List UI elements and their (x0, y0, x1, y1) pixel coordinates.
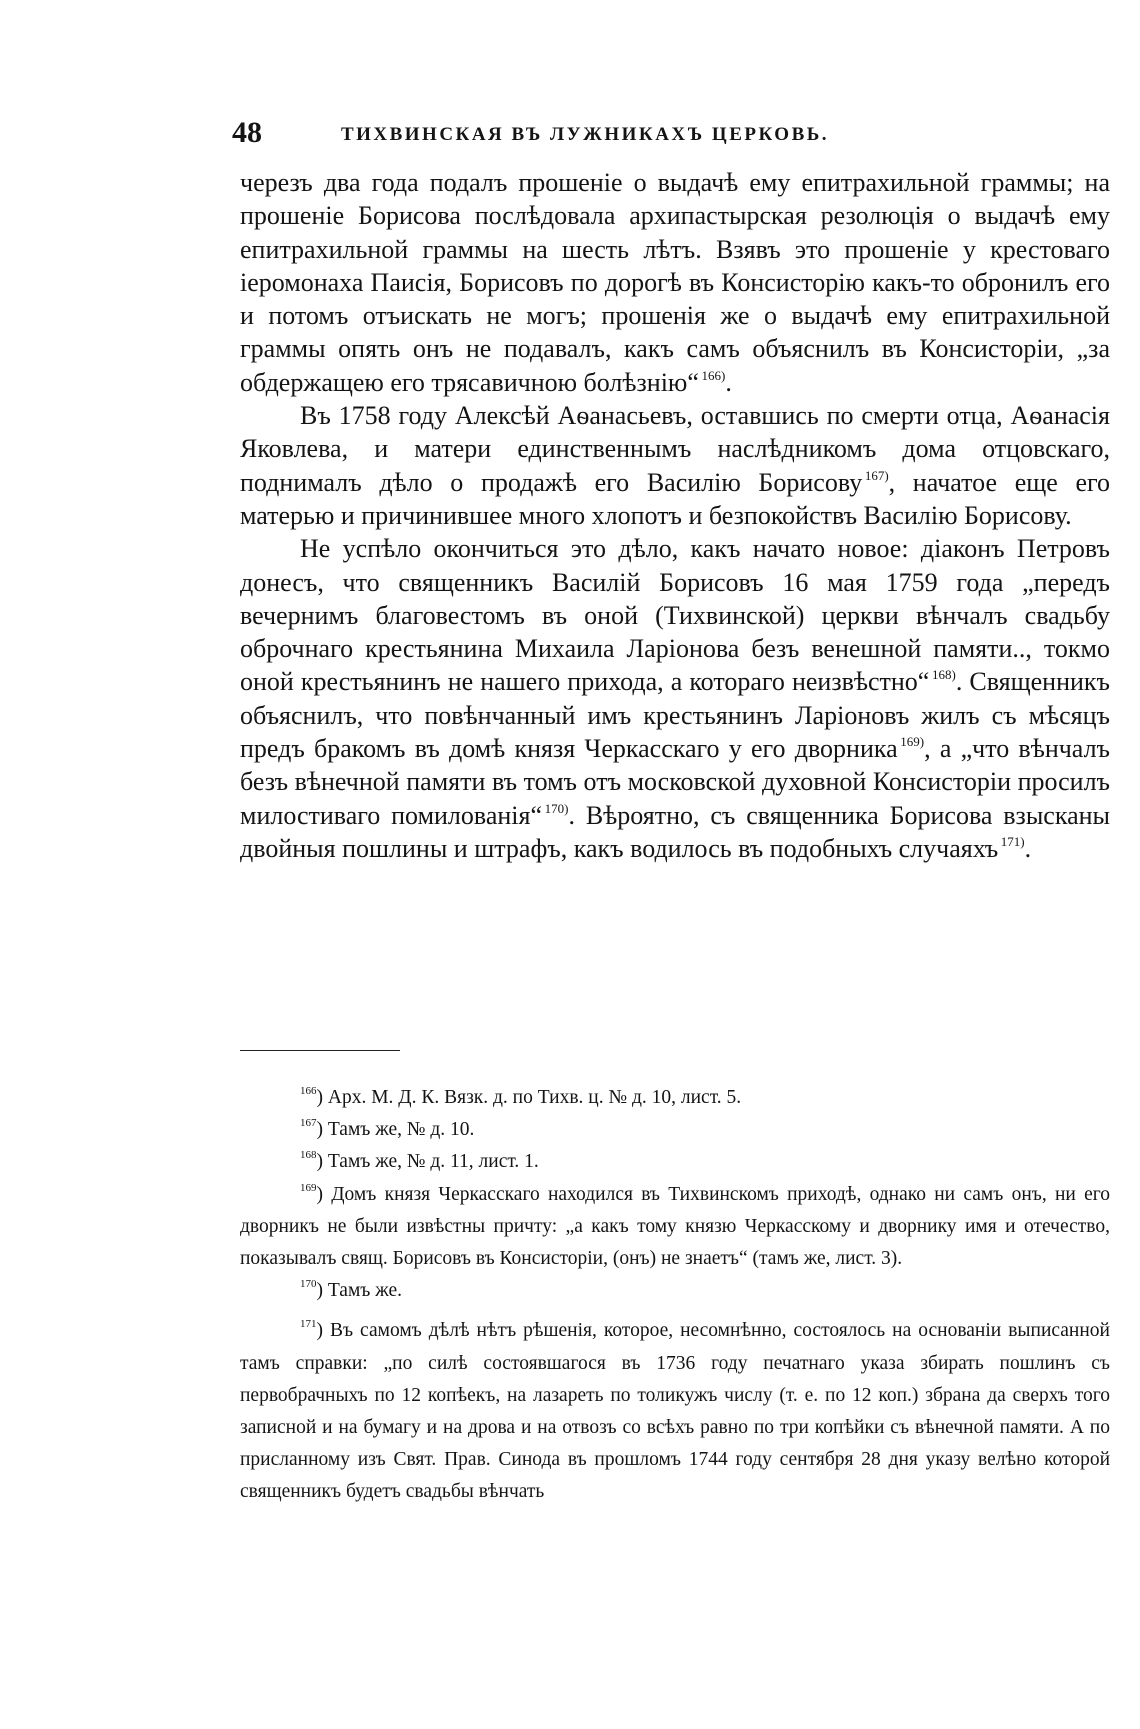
footnote-ref: 166) (701, 367, 726, 383)
paragraph-text: Не успѣло окончиться это дѣло, какъ начато новое: діаконъ Петровъ донесъ, что священникъ Василій Борисовъ 16 мая 1759 года „передъ вечернимъ благовестомъ въ оной (Тихвинской) церкви вѣнчалъ свадьбу оброчнаго крестьянина Михаила Ларіонова безъ венешной памяти.., токмо оной крестьянинъ не нашего прихода, а котораго неизвѣстно“ (240, 534, 1110, 697)
footnote: $^{169}$) Домъ князя Черкасскаго находился въ Тихвинскомъ приходѣ, однако ни самъ онъ, ни его дворникъ не были извѣстны причту: „а какъ тому князю Черкасскому и дворнику имя и отечество, показывалъ свящ. Борисовъ въ Консисторіи, (онъ) не знаетъ“ (тамъ же, лист. 3). (240, 1181, 1110, 1270)
paragraph: черезъ два года подалъ прошеніе о выдачѣ ему епитрахильной граммы; на прошеніе Борисова послѣдовала архипастырская резолюція о выдачѣ ему епитрахильной граммы на шесть лѣтъ. Взявъ это прошеніе у крестоваго іеромонаха Паисія, Борисовъ по дорогѣ въ Консисторію какъ-то обронилъ его и потомъ отъискать не могъ; прошенія же о выдачѣ ему епитрахильной граммы опять онъ не подавалъ, какъ самъ объяснилъ въ Консисторіи, „за обдержащею его трясавичною болѣзнію“ $^{166)}$. (240, 168, 1110, 397)
footnote-ref: 169) (900, 734, 925, 750)
footnote-ref: 168) (931, 667, 956, 683)
footnote: $^{168}$) Тамъ же, № д. 11, лист. 1. (300, 1149, 539, 1173)
footnote-ref: 167) (864, 467, 889, 483)
footnote: $^{171}$) Въ самомъ дѣлѣ нѣтъ рѣшенія, которое, несомнѣнно, состоялось на основаніи выписанной тамъ справки: „по силѣ состоявшагося въ 1736 году печатнаго указа збирать пошлинъ съ первобрачныхъ по 12 копѣекъ, на лазареть по толикужъ числу (т. е. по 12 коп.) збрана да сверхъ того записной и на бумагу и на дрова и на отвозъ со всѣхъ равно по три копѣйки съ вѣнечной памяти. А по присланному изъ Свят. Прав. Синода въ прошломъ 1744 году сентября 28 дня указу велѣно которой священникъ будетъ свадьбы вѣнчать (240, 1318, 1110, 1503)
footnotes (240, 1082, 1110, 1509)
footnote-ref: 170) (544, 800, 569, 816)
footnote: $^{166}$) Арх. М. Д. К. Вязк. д. по Тихв. ц. № д. 10, лист. 5. (300, 1085, 742, 1108)
page-number: 48 (232, 116, 262, 149)
footnote: $^{170}$) Тамъ же. (300, 1278, 402, 1302)
paragraph: Не успѣло окончиться это дѣло, какъ начато новое: діаконъ Петровъ донесъ, что священникъ Василій Борисовъ 16 мая 1759 года „передъ вечернимъ благовестомъ въ оной (Тихвинской) церкви вѣнчалъ свадьбу оброчнаго крестьянина Михаила Ларіонова безъ венешной памяти.., токмо оной крестьянинъ не нашего прихода, а котораго неизвѣстно“ $^{168)}$. Священникъ объяснилъ, что повѣнчанный имъ крестьянинъ Ларіоновъ жилъ съ мѣсяцъ предъ бракомъ въ домѣ князя Черкасскаго у его дворника $^{169)}$, а „что вѣнчалъ безъ вѣнечной памяти въ томъ отъ московской духовной Консисторіи просилъ милостиваго помилованія“ $^{170)}$. Вѣроятно, съ священника Борисова взысканы двойныя пошлины и штрафъ, какъ водилось въ подобныхъ случаяхъ $^{171)}$. (240, 534, 1111, 863)
main-text (240, 166, 1110, 865)
running-title: ТИХВИНСКАЯ ВЪ ЛУЖНИКАХЪ ЦЕРКОВЬ. (340, 124, 830, 145)
paragraph: Въ 1758 году Алексѣй Аѳанасьевъ, оставшись по смерти отца, Аѳанасія Яковлева, и матери единственнымъ наслѣдникомъ дома отцовскаго, поднималъ дѣло о продажѣ его Василію Борисову $^{167)}$, начатое еще его матерью и причинившее много хлопотъ и безпокойствъ Василію Борисову. (240, 401, 1110, 530)
paragraph-text: Въ 1758 году Алексѣй Аѳанасьевъ, оставшись по смерти отца, Аѳанасія Яковлева, и матери единственнымъ наслѣдникомъ дома отцовскаго, поднималъ дѣло о продажѣ его Василію Борисову (240, 401, 1110, 497)
footnote-ref: 171) (1000, 833, 1025, 849)
footnote: $^{167}$) Тамъ же, № д. 10. (300, 1117, 475, 1141)
footnote-divider (240, 1050, 400, 1051)
paragraph-text: черезъ два года подалъ прошеніе о выдачѣ ему епитрахильной граммы; на прошеніе Борисова послѣдовала архипастырская резолюція о выдачѣ ему епитрахильной граммы на шесть лѣтъ. Взявъ это прошеніе у крестоваго іеромонаха Паисія, Борисовъ по дорогѣ въ Консисторію какъ-то обронилъ его и потомъ отъискать не могъ; прошенія же о выдачѣ ему епитрахильной граммы опять онъ не подавалъ, какъ самъ объяснилъ въ Консисторіи, „за обдержащею его трясавичною болѣзнію“ (240, 168, 1110, 397)
